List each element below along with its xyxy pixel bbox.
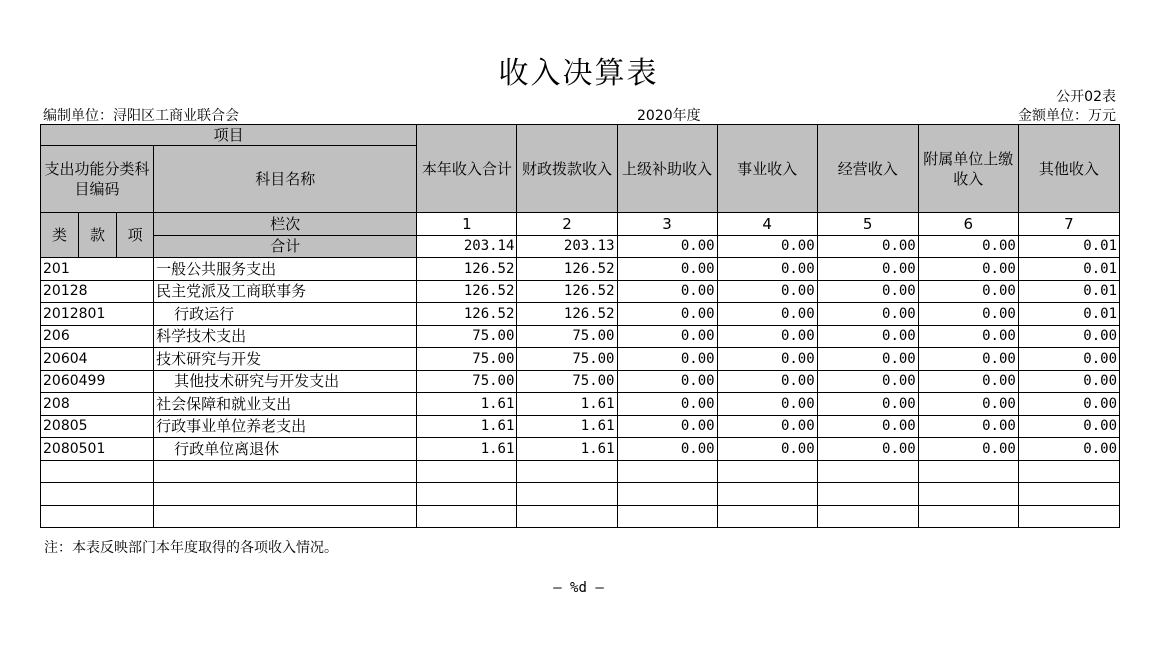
header-project: 项目 — [41, 125, 417, 146]
row-value: 0.00 — [717, 325, 817, 348]
row-value: 0.00 — [617, 280, 717, 303]
empty-cell — [918, 460, 1018, 483]
row-name: 一般公共服务支出 — [154, 258, 417, 281]
row-value: 0.00 — [1018, 438, 1119, 461]
table-row — [41, 280, 1120, 303]
row-value: 0.01 — [1018, 280, 1119, 303]
row-value: 0.00 — [1018, 325, 1119, 348]
row-value: 0.00 — [817, 303, 918, 326]
page-footer: — %d — — [553, 580, 604, 596]
row-value: 0.00 — [817, 325, 918, 348]
sheet-number: 公开02表 — [1056, 89, 1116, 105]
row-name: 科学技术支出 — [154, 325, 417, 348]
row-value: 0.00 — [817, 415, 918, 438]
empty-cell — [617, 505, 717, 528]
unit-row — [41, 105, 1116, 123]
empty-cell — [617, 483, 717, 506]
row-code: 2080501 — [41, 438, 154, 461]
row-value: 0.00 — [717, 303, 817, 326]
row-value: 75.00 — [417, 325, 517, 348]
row-value: 0.00 — [617, 370, 717, 393]
header-col-2: 财政拨款收入 — [517, 125, 617, 213]
row-value: 126.52 — [517, 258, 617, 281]
row-name: 行政单位离退休 — [154, 438, 417, 461]
header-kuan: 款 — [79, 213, 117, 258]
row-name: 技术研究与开发 — [154, 348, 417, 371]
row-name: 其他技术研究与开发支出 — [154, 370, 417, 393]
col-num: 4 — [717, 213, 817, 236]
empty-cell — [517, 460, 617, 483]
row-value: 126.52 — [417, 258, 517, 281]
row-value: 75.00 — [417, 370, 517, 393]
row-value: 0.00 — [817, 370, 918, 393]
table-note: 注：本表反映部门本年度取得的各项收入情况。 — [44, 540, 338, 556]
row-value: 0.01 — [1018, 303, 1119, 326]
empty-cell — [41, 460, 154, 483]
row-name: 社会保障和就业支出 — [154, 393, 417, 416]
empty-cell — [154, 505, 417, 528]
row-value: 0.00 — [717, 370, 817, 393]
row-value: 0.00 — [817, 280, 918, 303]
header-col-7: 其他收入 — [1018, 125, 1119, 213]
empty-cell — [41, 505, 154, 528]
total-value: 203.14 — [417, 235, 517, 258]
empty-cell — [717, 483, 817, 506]
col-num: 7 — [1018, 213, 1119, 236]
row-value: 126.52 — [517, 303, 617, 326]
row-name: 行政运行 — [154, 303, 417, 326]
col-num: 1 — [417, 213, 517, 236]
row-name: 行政事业单位养老支出 — [154, 415, 417, 438]
empty-cell — [417, 483, 517, 506]
row-value: 0.00 — [918, 438, 1018, 461]
col-num: 6 — [918, 213, 1018, 236]
row-value: 0.00 — [1018, 393, 1119, 416]
empty-cell — [1018, 460, 1119, 483]
row-code: 2012801 — [41, 303, 154, 326]
row-value: 126.52 — [417, 303, 517, 326]
row-value: 0.00 — [918, 415, 1018, 438]
col-num: 3 — [617, 213, 717, 236]
empty-cell — [817, 505, 918, 528]
row-value: 0.00 — [617, 348, 717, 371]
empty-cell — [817, 483, 918, 506]
row-value: 0.00 — [817, 438, 918, 461]
row-code: 20128 — [41, 280, 154, 303]
empty-cell — [517, 505, 617, 528]
row-value: 75.00 — [517, 348, 617, 371]
row-value: 0.00 — [918, 393, 1018, 416]
row-value: 0.00 — [717, 280, 817, 303]
row-value: 126.52 — [417, 280, 517, 303]
empty-row — [41, 505, 1120, 528]
row-value: 0.00 — [817, 258, 918, 281]
total-value: 203.13 — [517, 235, 617, 258]
table-row — [41, 348, 1120, 371]
row-value: 0.00 — [918, 370, 1018, 393]
row-code: 201 — [41, 258, 154, 281]
row-value: 75.00 — [517, 325, 617, 348]
table-row — [41, 438, 1120, 461]
empty-cell — [1018, 505, 1119, 528]
row-value: 0.00 — [617, 303, 717, 326]
row-value: 0.00 — [918, 348, 1018, 371]
row-code: 20604 — [41, 348, 154, 371]
row-value: 0.00 — [717, 348, 817, 371]
empty-cell — [417, 505, 517, 528]
header-func-code: 支出功能分类科目编码 — [41, 146, 154, 213]
fiscal-year: 2020年度 — [637, 108, 701, 124]
header-lei: 类 — [41, 213, 79, 258]
header-col-3: 上级补助收入 — [617, 125, 717, 213]
row-value: 0.00 — [717, 393, 817, 416]
empty-cell — [154, 483, 417, 506]
row-name: 民主党派及工商联事务 — [154, 280, 417, 303]
empty-cell — [717, 505, 817, 528]
table-row — [41, 303, 1120, 326]
row-value: 0.00 — [918, 325, 1018, 348]
empty-cell — [817, 460, 918, 483]
header-col-1: 本年收入合计 — [417, 125, 517, 213]
empty-cell — [517, 483, 617, 506]
header-subject-name: 科目名称 — [154, 146, 417, 213]
row-value: 0.00 — [617, 438, 717, 461]
row-value: 75.00 — [417, 348, 517, 371]
row-value: 1.61 — [417, 393, 517, 416]
empty-cell — [1018, 483, 1119, 506]
row-value: 0.00 — [717, 415, 817, 438]
header-lanci: 栏次 — [154, 213, 417, 236]
income-table — [40, 124, 1120, 528]
total-value: 0.00 — [918, 235, 1018, 258]
row-value: 0.00 — [817, 393, 918, 416]
row-value: 0.00 — [918, 280, 1018, 303]
header-col-5: 经营收入 — [817, 125, 918, 213]
row-code: 20805 — [41, 415, 154, 438]
row-value: 1.61 — [417, 438, 517, 461]
row-value: 0.00 — [817, 348, 918, 371]
total-value: 0.00 — [817, 235, 918, 258]
total-value: 0.01 — [1018, 235, 1119, 258]
row-value: 1.61 — [417, 415, 517, 438]
money-unit: 金额单位：万元 — [1018, 108, 1116, 124]
page-title: 收入决算表 — [498, 56, 659, 91]
empty-cell — [417, 460, 517, 483]
empty-cell — [617, 460, 717, 483]
row-value: 0.00 — [918, 258, 1018, 281]
total-value: 0.00 — [617, 235, 717, 258]
row-value: 0.00 — [918, 303, 1018, 326]
row-value: 1.61 — [517, 438, 617, 461]
header-col-6: 附属单位上缴收入 — [918, 125, 1018, 213]
total-label: 合计 — [154, 235, 417, 258]
empty-cell — [41, 483, 154, 506]
row-value: 0.00 — [1018, 348, 1119, 371]
table-row — [41, 325, 1120, 348]
row-value: 0.00 — [617, 393, 717, 416]
row-value: 0.00 — [717, 438, 817, 461]
table-row — [41, 415, 1120, 438]
row-code: 2060499 — [41, 370, 154, 393]
row-value: 0.00 — [617, 415, 717, 438]
table-row — [41, 258, 1120, 281]
table-row — [41, 393, 1120, 416]
row-value: 126.52 — [517, 280, 617, 303]
row-value: 0.00 — [617, 258, 717, 281]
empty-cell — [717, 460, 817, 483]
total-value: 0.00 — [717, 235, 817, 258]
row-value: 0.01 — [1018, 258, 1119, 281]
row-value: 0.00 — [617, 325, 717, 348]
row-value: 75.00 — [517, 370, 617, 393]
row-code: 206 — [41, 325, 154, 348]
row-value: 0.00 — [1018, 415, 1119, 438]
empty-row — [41, 460, 1120, 483]
empty-row — [41, 483, 1120, 506]
col-num: 2 — [517, 213, 617, 236]
row-value: 1.61 — [517, 393, 617, 416]
compiling-unit: 编制单位：浔阳区工商业联合会 — [43, 108, 239, 124]
row-value: 0.00 — [717, 258, 817, 281]
row-value: 0.00 — [1018, 370, 1119, 393]
header-xiang: 项 — [117, 213, 154, 258]
col-num: 5 — [817, 213, 918, 236]
empty-cell — [918, 505, 1018, 528]
empty-cell — [154, 460, 417, 483]
empty-cell — [918, 483, 1018, 506]
row-value: 1.61 — [517, 415, 617, 438]
header-col-4: 事业收入 — [717, 125, 817, 213]
row-code: 208 — [41, 393, 154, 416]
table-row — [41, 370, 1120, 393]
